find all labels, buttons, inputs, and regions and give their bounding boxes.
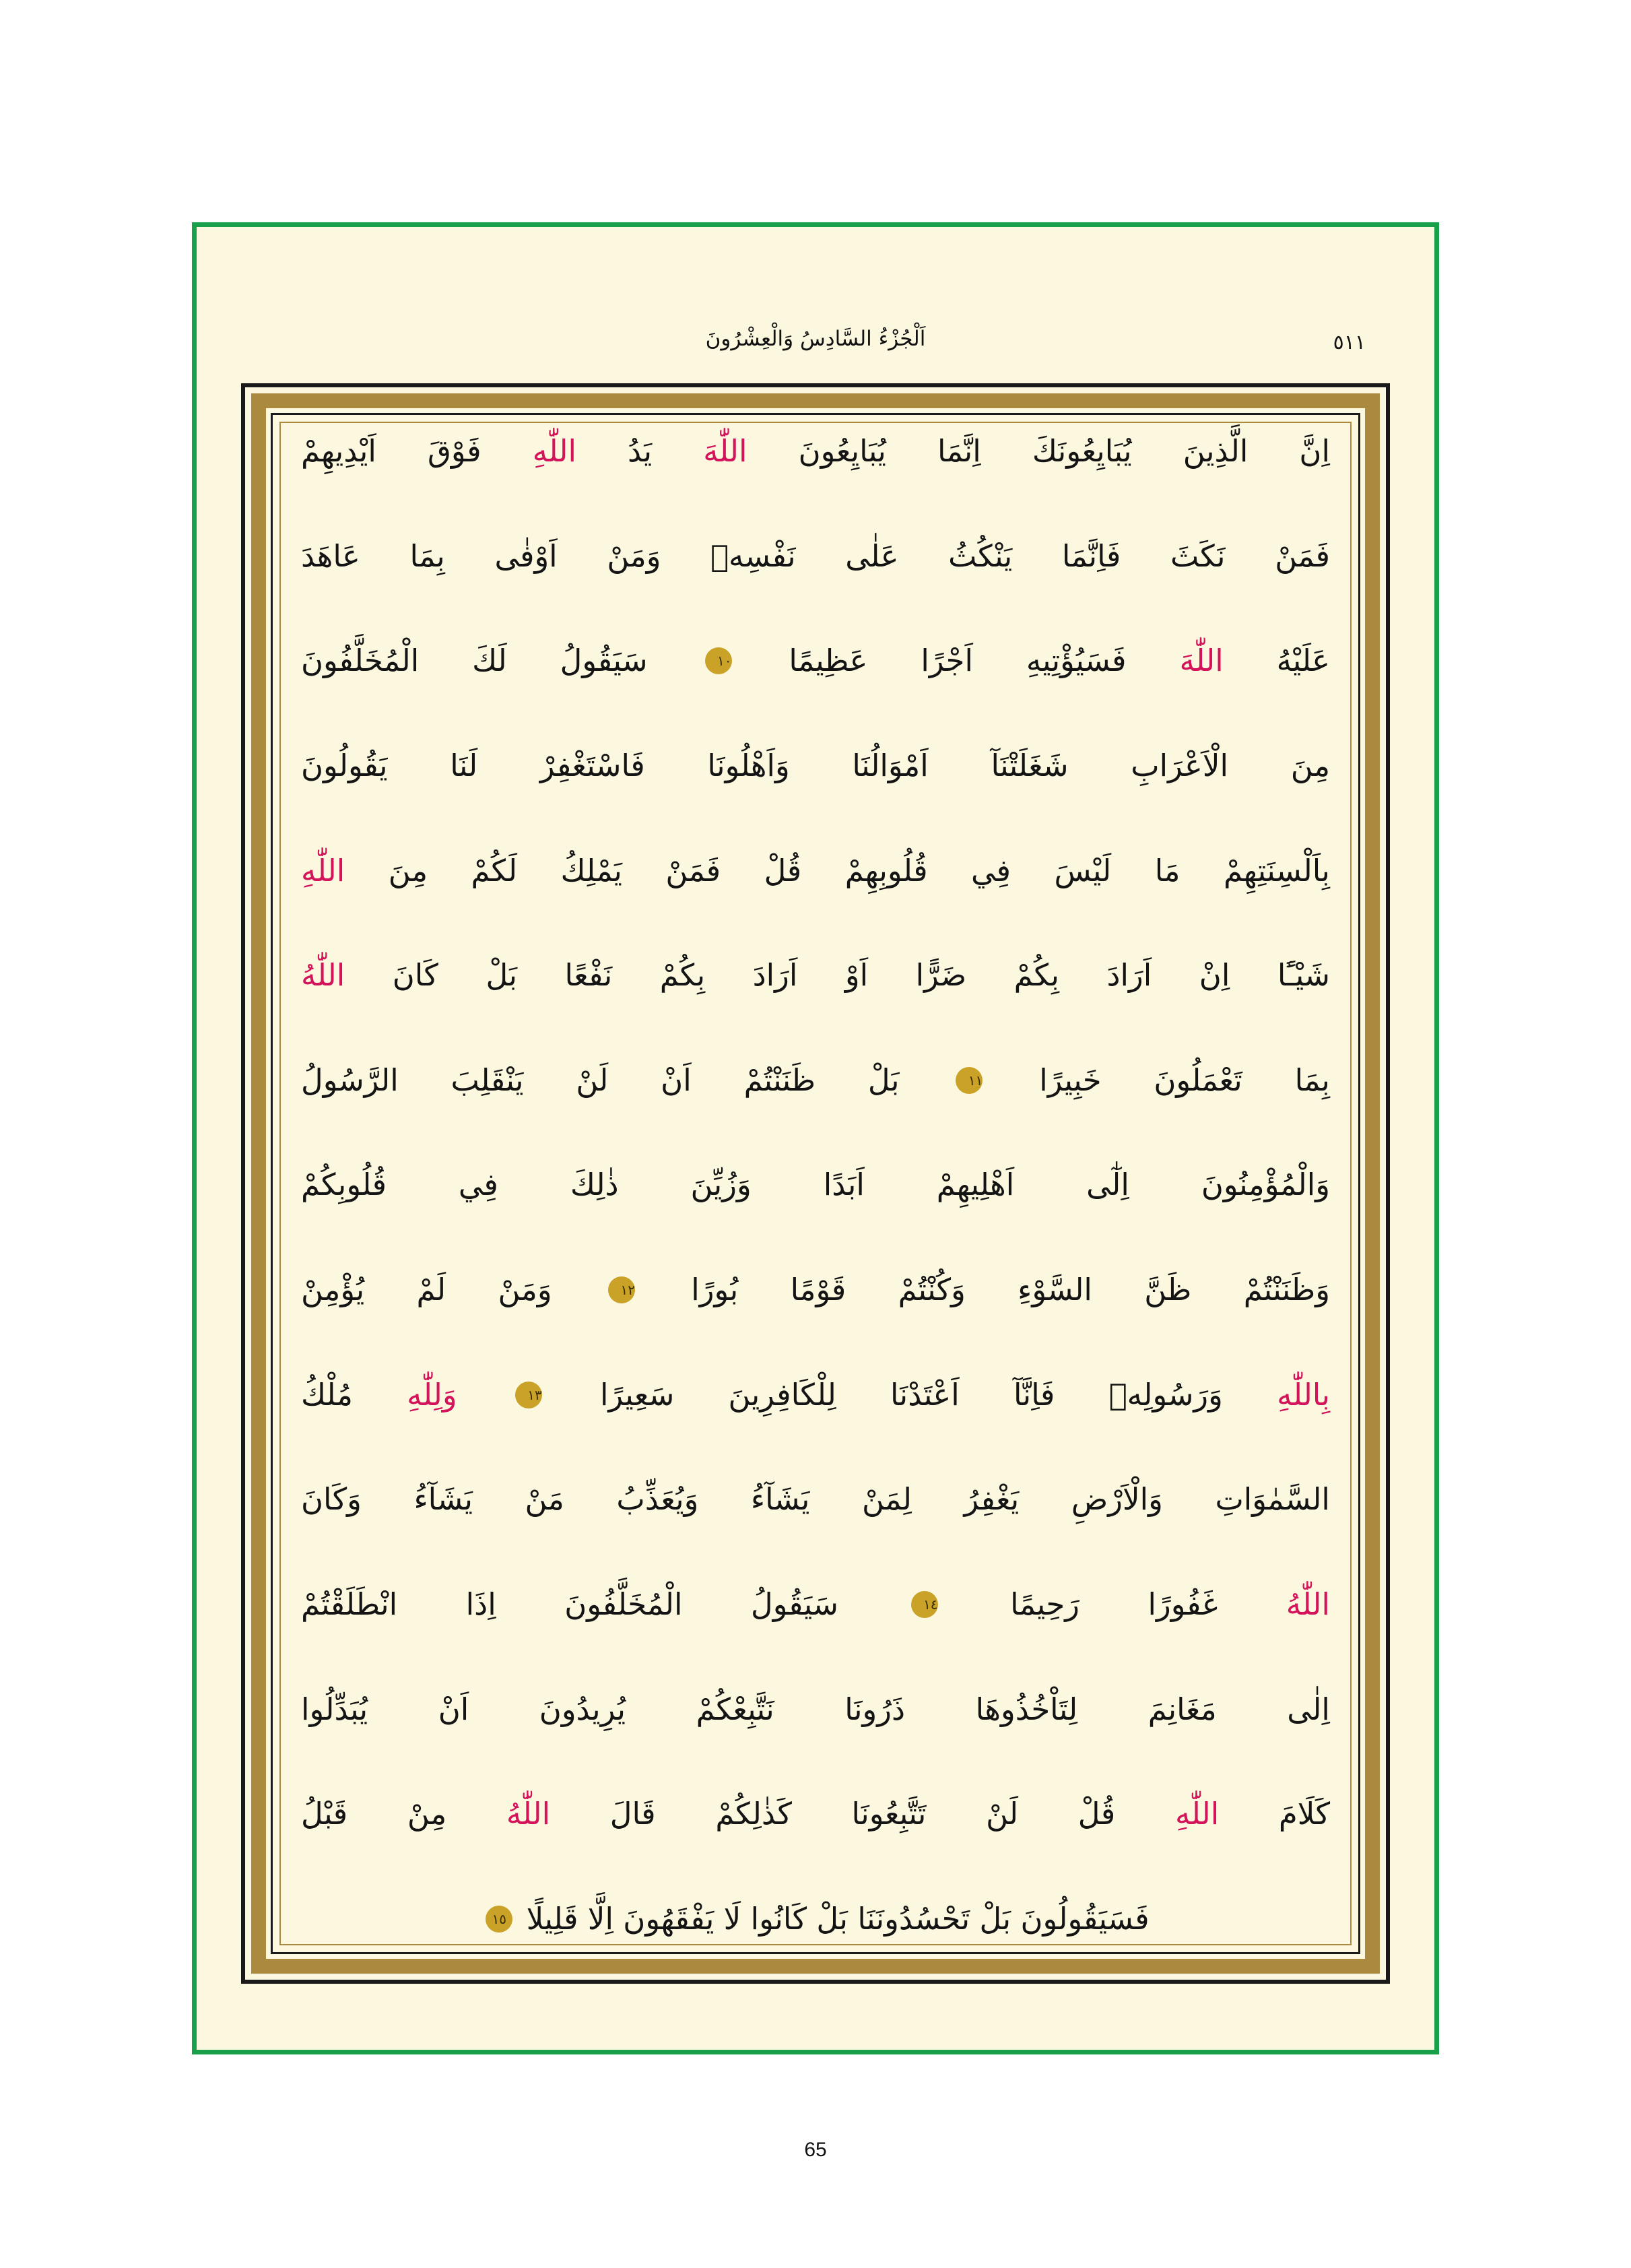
quran-line: فَمَنْ نَكَثَ فَاِنَّمَا يَنْكُثُ عَلٰى نَفْسِهٖ وَمَنْ اَوْفٰى بِمَا عَاهَدَ <box>301 538 1330 574</box>
quran-line: فَسَيَقُولُونَ بَلْ تَحْسُدُونَنَا بَلْ كَانُوا لَا يَفْقَهُونَ اِلَّا قَلِيلًا ١٥ <box>298 1903 1333 1935</box>
ayah-number-marker: ١٢ <box>608 1276 635 1303</box>
quran-line: بِمَا تَعْمَلُونَ خَبِيرًا ١١ بَلْ ظَنَنْتُمْ اَنْ لَنْ يَنْقَلِبَ الرَّسُولُ <box>301 1062 1330 1098</box>
ayah-number-marker: ١٣ <box>515 1382 542 1408</box>
page-inner-area <box>221 251 1410 2026</box>
ornamental-text-frame <box>241 383 1390 1984</box>
quran-line: اِنَّ الَّذِينَ يُبَايِعُونَكَ اِنَّمَا يُبَايِعُونَ اللّٰهَ يَدُ اللّٰهِ فَوْقَ اَيْدِيهِمْ <box>301 433 1330 469</box>
quran-line: اللّٰهُ غَفُورًا رَحِيمًا ١٤ سَيَقُولُ الْمُخَلَّفُونَ اِذَا انْطَلَقْتُمْ <box>301 1586 1331 1622</box>
ayah-number-marker: ١١ <box>956 1067 983 1094</box>
divine-name: اللّٰهَ <box>1179 643 1224 679</box>
ayah-number-marker: ١٤ <box>911 1591 938 1618</box>
divine-name: اللّٰهُ <box>1286 1586 1331 1622</box>
quran-line: وَظَنَنْتُمْ ظَنَّ السَّوْءِ وَكُنْتُمْ قَوْمًا بُورًا ١٢ وَمَنْ لَمْ يُؤْمِنْ <box>301 1272 1330 1307</box>
divine-name: اللّٰهَ <box>703 433 747 469</box>
divine-name: اللّٰهِ <box>301 852 345 888</box>
quran-text-block <box>298 435 1333 1935</box>
quran-line: شَيْـًٔا اِنْ اَرَادَ بِكُمْ ضَرًّا اَوْ اَرَادَ بِكُمْ نَفْعًا بَلْ كَانَ اللّٰهُ <box>301 957 1331 994</box>
frame-black-rule <box>271 413 1360 1954</box>
quran-line: اِلٰى مَغَانِمَ لِتَاْخُذُوهَا ذَرُونَا نَتَّبِعْكُمْ يُرِيدُونَ اَنْ يُبَدِّلُوا <box>301 1691 1330 1727</box>
divine-name: اللّٰهُ <box>301 957 345 994</box>
quran-line: بِاَلْسِنَتِهِمْ مَا لَيْسَ فِي قُلُوبِهِمْ قُلْ فَمَنْ يَمْلِكُ لَكُمْ مِنَ اللّٰهِ <box>301 852 1330 888</box>
page-header <box>259 327 1372 367</box>
divine-name: اللّٰهِ <box>1174 1796 1220 1832</box>
divine-name: بِاللّٰهِ <box>1277 1376 1331 1413</box>
quran-page-sheet <box>192 222 1439 2054</box>
divine-name: اللّٰهِ <box>532 433 576 469</box>
ayah-number-marker: ١٥ <box>486 1906 512 1933</box>
folio-number-arabic: ٥١١ <box>1333 331 1366 354</box>
quran-line: كَلَامَ اللّٰهِ قُلْ لَنْ تَتَّبِعُونَا كَذٰلِكُمْ قَالَ اللّٰهُ مِنْ قَبْلُ <box>301 1796 1330 1832</box>
frame-gold-band <box>251 393 1380 1974</box>
quran-line: وَالْمُؤْمِنُونَ اِلٰٓى اَهْلِيهِمْ اَبَدًا وَزُيِّنَ ذٰلِكَ فِي قُلُوبِكُمْ <box>301 1167 1330 1203</box>
bottom-page-number: 65 <box>804 2139 827 2161</box>
divine-name: وَلِلّٰهِ <box>407 1376 457 1413</box>
quran-line: مِنَ الْاَعْرَابِ شَغَلَتْنَآ اَمْوَالُنَا وَاَهْلُونَا فَاسْتَغْفِرْ لَنَا يَقُولُونَ <box>301 747 1331 783</box>
ayah-number-marker: ١٠ <box>705 647 732 674</box>
juz-title: اَلْجُزْءُ السَّادِسُ وَالْعِشْرُونَ <box>705 327 926 351</box>
divine-name: اللّٰهُ <box>506 1796 551 1832</box>
quran-line: السَّمٰوَاتِ وَالْاَرْضِ يَغْفِرُ لِمَنْ يَشَآءُ وَيُعَذِّبُ مَنْ يَشَآءُ وَكَانَ <box>301 1481 1330 1518</box>
quran-line: بِاللّٰهِ وَرَسُولِهٖ فَاِنَّآ اَعْتَدْنَا لِلْكَافِرِينَ سَعِيرًا ١٣ وَلِلّٰهِ مُلْكُ <box>301 1376 1331 1413</box>
quran-line: عَلَيْهُ اللّٰهَ فَسَيُؤْتِيهِ اَجْرًا عَظِيمًا ١٠ سَيَقُولُ لَكَ الْمُخَلَّفُونَ <box>301 643 1331 679</box>
frame-inner-field <box>279 422 1352 1945</box>
